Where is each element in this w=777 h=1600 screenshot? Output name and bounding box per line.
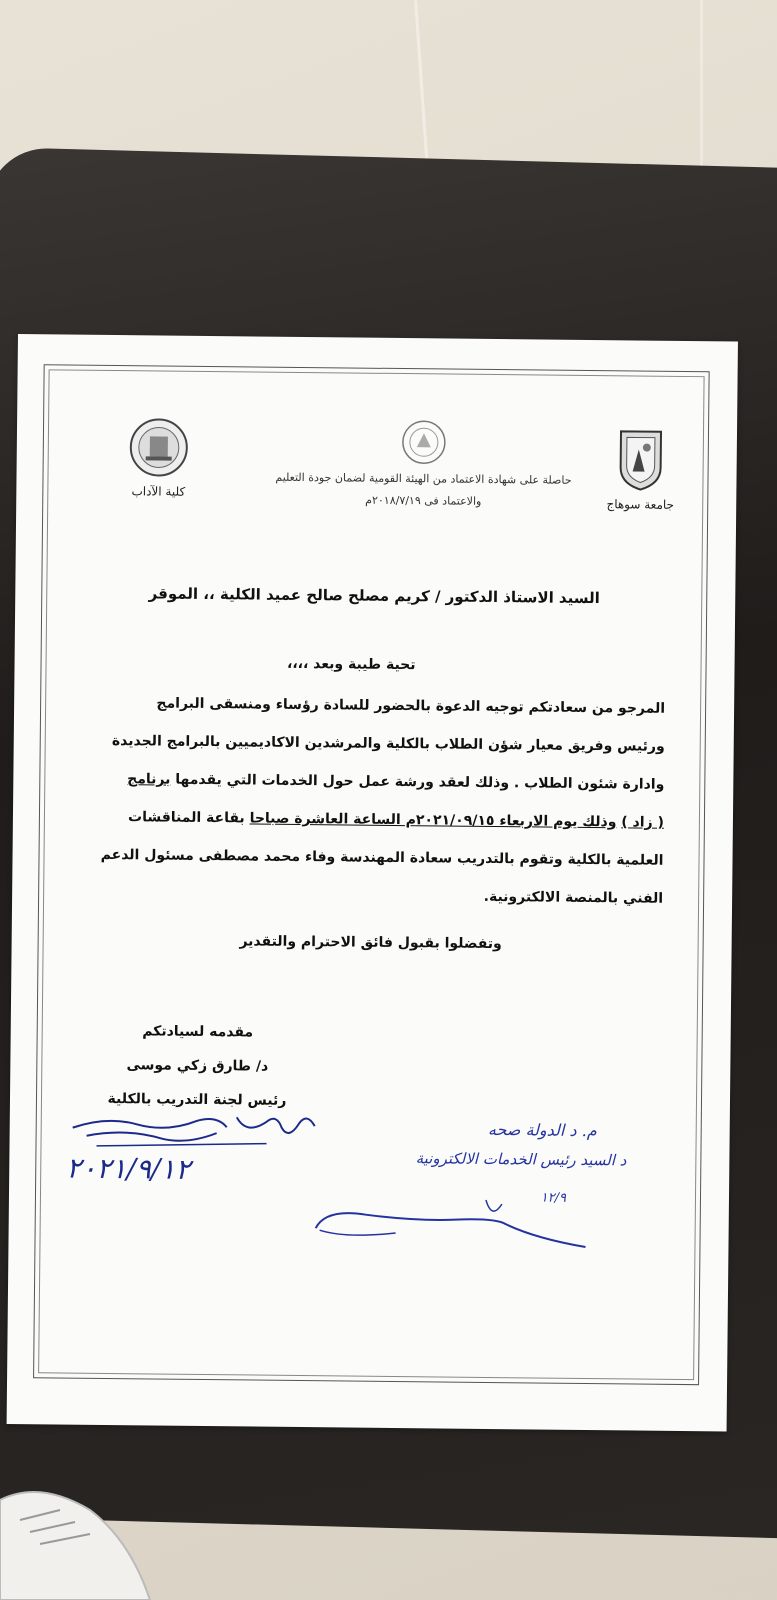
letter-body [87,684,665,918]
floor-tile-line [414,0,429,170]
body-line-segment: وادارة شئون الطلاب . وذلك لعقد ورشة عمل حول الخدمات التي يقدمها [175,771,665,793]
shoe-icon [0,1470,160,1600]
program-name: ( زاد ) [621,814,665,831]
program-word: برنامج [127,771,171,788]
letter-closing: وتفضلوا بقبول فائق الاحترام والتقدير [239,933,502,953]
body-line: الفني بالمنصة الالكترونية. [483,888,664,907]
accreditation-seal-icon [401,419,447,465]
university-name: جامعة سوهاج [606,497,675,512]
approval-signature-icon [305,1178,606,1261]
faculty-name: كلية الآداب [131,484,186,499]
sender-name: د/ طارق زكي موسى [126,1057,269,1075]
accreditation-text-line1: حاصلة على شهادة الاعتماد من الهيئة القومية لضمان جودة التعليم [275,470,572,487]
handwritten-date: ٢٠٢١/٩/١٢ [66,1151,191,1186]
university-logo [595,427,686,512]
accreditation-block [243,417,604,511]
letter-addressee: السيد الاستاذ الدكتور / كريم مصلح صالح عميد الكلية ،، الموقر [148,584,600,608]
sender-block [77,1014,318,1119]
sender-intro: مقدمه لسيادتكم [142,1023,254,1041]
university-crest-icon [616,427,665,491]
body-line: ورئيس وفريق معيار شؤن الطلاب بالكلية والمرشدين الاكاديميين بالبرامج الجديدة [111,733,665,755]
sender-title: رئيس لجنة التدريب بالكلية [107,1090,287,1109]
approval-note-line: م. د الدولة صحه [487,1119,597,1141]
meeting-date-time: وذلك يوم الاربعاء ٢٠٢١/٠٩/١٥م الساعة العاشرة صباحا [249,810,617,831]
body-line [88,798,664,842]
approval-note-line: د السيد رئيس الخدمات الالكترونية [415,1149,627,1170]
body-line [88,760,664,804]
faculty-emblem-icon [127,416,190,479]
meeting-venue: بقاعة المناقشات [127,809,245,827]
letter-paper [7,334,738,1431]
faculty-logo [113,416,204,499]
letter-greeting: تحية طيبة وبعد ،،،، [286,655,416,674]
approval-date: ١٢/٩ [540,1190,567,1206]
accreditation-text-line2: والاعتماد فى ٢٠١٨/٧/١٩م [365,493,482,508]
page-border [33,364,710,1385]
body-line: العلمية بالكلية وتقوم بالتدريب سعادة المهندسة وفاء محمد مصطفى مسئول الدعم [100,846,664,869]
approval-notes [305,1108,687,1262]
body-line: المرجو من سعادتكم توجيه الدعوة بالحضور للسادة رؤساء ومنسقى البرامج [156,695,666,717]
